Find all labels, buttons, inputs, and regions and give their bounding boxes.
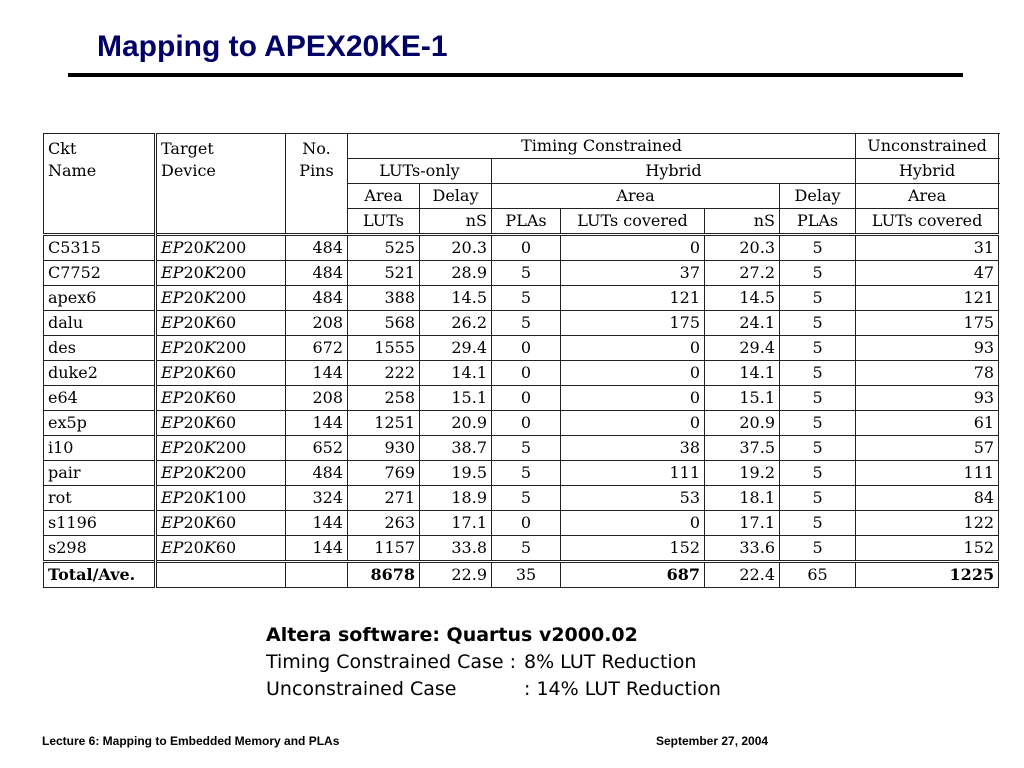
cell-lo-luts: 521 — [348, 261, 420, 286]
device-part: K — [203, 413, 216, 432]
cell-tc-ns: 29.4 — [705, 336, 780, 361]
header-timing-constrained: Timing Constrained — [348, 134, 856, 159]
cell-tc-ns: 17.1 — [705, 511, 780, 536]
footer-lecture: Lecture 6: Mapping to Embedded Memory and PLAs — [42, 734, 340, 748]
cell-tc-luts: 0 — [561, 336, 705, 361]
cell-tc-plas: 0 — [492, 235, 561, 261]
notes-line-unconstrained — [266, 676, 721, 703]
cell-tc-plas: 5 — [492, 311, 561, 336]
cell-target-device — [156, 261, 286, 286]
cell-tc-plas: 0 — [492, 411, 561, 436]
cell-uc-plas: 5 — [780, 311, 856, 336]
header-row-groups — [44, 134, 999, 159]
device-part: 20 — [183, 363, 204, 382]
cell-target-device — [156, 286, 286, 311]
table-row — [44, 486, 999, 511]
notes-line2-value: : 14% LUT Reduction — [524, 678, 721, 700]
cell-lo-luts: 568 — [348, 311, 420, 336]
header-ckt-name: Ckt Name — [44, 134, 156, 235]
device-part: 20 — [183, 413, 204, 432]
cell-lo-luts: 1157 — [348, 536, 420, 562]
table-row — [44, 461, 999, 486]
cell-uc-plas: 5 — [780, 235, 856, 261]
device-part: EP — [161, 438, 184, 457]
cell-uc-luts: 47 — [856, 261, 999, 286]
cell-lo-luts: 769 — [348, 461, 420, 486]
device-part: 20 — [183, 388, 204, 407]
cell-lo-ns: 28.9 — [420, 261, 492, 286]
cell-tc-plas: 5 — [492, 536, 561, 562]
cell-lo-ns: 17.1 — [420, 511, 492, 536]
device-part: K — [203, 513, 216, 532]
device-part: K — [203, 463, 216, 482]
cell-tc-luts: 0 — [561, 235, 705, 261]
cell-no-pins: 208 — [286, 386, 348, 411]
device-part: K — [203, 538, 216, 557]
device-part: K — [203, 338, 216, 357]
device-part: K — [203, 488, 216, 507]
cell-tc-ns: 20.9 — [705, 411, 780, 436]
device-part: 20 — [183, 263, 204, 282]
cell-tc-luts: 53 — [561, 486, 705, 511]
total-tc-ns: 22.4 — [705, 562, 780, 588]
cell-no-pins: 484 — [286, 461, 348, 486]
cell-uc-plas: 5 — [780, 411, 856, 436]
table-row — [44, 336, 999, 361]
device-part: EP — [161, 513, 184, 532]
device-part: 200 — [215, 338, 247, 357]
cell-ckt-name: C7752 — [44, 261, 156, 286]
cell-no-pins: 144 — [286, 361, 348, 386]
cell-uc-luts: 111 — [856, 461, 999, 486]
device-part: EP — [161, 388, 184, 407]
header-lo-delay: Delay — [420, 184, 492, 209]
header-tc-plas: PLAs — [492, 209, 561, 235]
cell-tc-plas: 5 — [492, 461, 561, 486]
cell-ckt-name: dalu — [44, 311, 156, 336]
cell-tc-plas: 0 — [492, 336, 561, 361]
cell-tc-luts: 0 — [561, 511, 705, 536]
cell-tc-luts: 0 — [561, 411, 705, 436]
cell-ckt-name: duke2 — [44, 361, 156, 386]
cell-tc-ns: 20.3 — [705, 235, 780, 261]
cell-lo-ns: 14.1 — [420, 361, 492, 386]
cell-tc-plas: 5 — [492, 261, 561, 286]
cell-uc-luts: 61 — [856, 411, 999, 436]
notes-line-timing — [266, 649, 721, 676]
cell-tc-luts: 0 — [561, 386, 705, 411]
table-row — [44, 386, 999, 411]
cell-lo-ns: 38.7 — [420, 436, 492, 461]
header-target-device: Target Device — [156, 134, 286, 235]
cell-no-pins: 144 — [286, 411, 348, 436]
device-part: EP — [161, 288, 184, 307]
cell-tc-ns: 33.6 — [705, 536, 780, 562]
table-row — [44, 411, 999, 436]
cell-tc-ns: 37.5 — [705, 436, 780, 461]
cell-tc-plas: 0 — [492, 511, 561, 536]
table-row — [44, 286, 999, 311]
cell-target-device — [156, 461, 286, 486]
total-lo-luts: 8678 — [348, 562, 420, 588]
cell-ckt-name: C5315 — [44, 235, 156, 261]
cell-target-device — [156, 486, 286, 511]
device-part: 20 — [183, 513, 204, 532]
cell-lo-ns: 33.8 — [420, 536, 492, 562]
cell-lo-luts: 525 — [348, 235, 420, 261]
header-lo-ns: nS — [420, 209, 492, 235]
device-part: K — [203, 363, 216, 382]
cell-lo-ns: 14.5 — [420, 286, 492, 311]
cell-lo-luts: 222 — [348, 361, 420, 386]
cell-target-device — [156, 436, 286, 461]
device-part: 20 — [183, 538, 204, 557]
header-tc-ns: nS — [705, 209, 780, 235]
cell-target-device — [156, 336, 286, 361]
cell-total-label: Total/Ave. — [44, 562, 156, 588]
title-underline — [68, 73, 963, 77]
total-uc-luts: 1225 — [856, 562, 999, 588]
cell-uc-plas: 5 — [780, 536, 856, 562]
device-part: 20 — [183, 488, 204, 507]
cell-lo-ns: 29.4 — [420, 336, 492, 361]
header-tc-luts-covered: LUTs covered — [561, 209, 705, 235]
cell-uc-plas: 5 — [780, 511, 856, 536]
device-part: EP — [161, 538, 184, 557]
cell-ckt-name: e64 — [44, 386, 156, 411]
table-row — [44, 361, 999, 386]
notes-line1-label: Timing Constrained Case : — [266, 651, 517, 673]
notes-block — [266, 622, 721, 703]
cell-uc-luts: 121 — [856, 286, 999, 311]
cell-no-pins: 484 — [286, 261, 348, 286]
cell-total-device — [156, 562, 286, 588]
cell-no-pins: 484 — [286, 235, 348, 261]
header-tc-area: Area — [492, 184, 780, 209]
table-row — [44, 235, 999, 261]
device-part: 60 — [215, 313, 237, 332]
cell-uc-luts: 57 — [856, 436, 999, 461]
cell-no-pins: 652 — [286, 436, 348, 461]
device-part: K — [203, 238, 216, 257]
total-uc-plas: 65 — [780, 562, 856, 588]
cell-tc-plas: 5 — [492, 286, 561, 311]
device-part: 20 — [183, 238, 204, 257]
device-part: 20 — [183, 438, 204, 457]
cell-tc-luts: 111 — [561, 461, 705, 486]
device-part: 60 — [215, 413, 237, 432]
cell-tc-luts: 152 — [561, 536, 705, 562]
cell-ckt-name: pair — [44, 461, 156, 486]
cell-uc-plas: 5 — [780, 386, 856, 411]
cell-ckt-name: rot — [44, 486, 156, 511]
cell-tc-ns: 15.1 — [705, 386, 780, 411]
cell-tc-ns: 14.5 — [705, 286, 780, 311]
cell-ckt-name: apex6 — [44, 286, 156, 311]
cell-ckt-name: i10 — [44, 436, 156, 461]
device-part: EP — [161, 263, 184, 282]
header-luts-only: LUTs-only — [348, 159, 492, 184]
cell-uc-luts: 31 — [856, 235, 999, 261]
device-part: K — [203, 438, 216, 457]
cell-tc-luts: 37 — [561, 261, 705, 286]
cell-tc-luts: 121 — [561, 286, 705, 311]
device-part: 200 — [215, 288, 247, 307]
cell-lo-luts: 271 — [348, 486, 420, 511]
cell-no-pins: 144 — [286, 511, 348, 536]
cell-tc-luts: 175 — [561, 311, 705, 336]
cell-lo-ns: 15.1 — [420, 386, 492, 411]
device-part: 60 — [215, 538, 237, 557]
device-part: 200 — [215, 463, 247, 482]
device-part: 20 — [183, 288, 204, 307]
device-part: 60 — [215, 388, 237, 407]
device-part: EP — [161, 363, 184, 382]
device-part: EP — [161, 238, 184, 257]
device-part: EP — [161, 338, 184, 357]
device-part: 20 — [183, 463, 204, 482]
cell-no-pins: 208 — [286, 311, 348, 336]
notes-line2-label: Unconstrained Case — [266, 678, 457, 700]
cell-tc-luts: 0 — [561, 361, 705, 386]
cell-uc-plas: 5 — [780, 336, 856, 361]
cell-tc-plas: 5 — [492, 486, 561, 511]
device-part: K — [203, 263, 216, 282]
header-no-pins: No. Pins — [286, 134, 348, 235]
cell-uc-luts: 122 — [856, 511, 999, 536]
device-part: 200 — [215, 438, 247, 457]
total-lo-ns: 22.9 — [420, 562, 492, 588]
table-row — [44, 536, 999, 562]
device-part: 100 — [215, 488, 247, 507]
table-row — [44, 436, 999, 461]
cell-tc-ns: 14.1 — [705, 361, 780, 386]
header-lo-area: Area — [348, 184, 420, 209]
header-hybrid-uc: Hybrid — [856, 159, 999, 184]
device-part: 200 — [215, 263, 247, 282]
header-uc-plas: PLAs — [780, 209, 856, 235]
cell-tc-ns: 24.1 — [705, 311, 780, 336]
device-part: EP — [161, 488, 184, 507]
cell-target-device — [156, 536, 286, 562]
total-row — [44, 562, 999, 588]
notes-line1-value: 8% LUT Reduction — [524, 651, 697, 673]
header-uc-luts-covered: LUTs covered — [856, 209, 999, 235]
cell-tc-plas: 5 — [492, 436, 561, 461]
cell-lo-ns: 20.9 — [420, 411, 492, 436]
results-table — [43, 133, 999, 588]
cell-tc-plas: 0 — [492, 361, 561, 386]
cell-uc-plas: 5 — [780, 261, 856, 286]
cell-lo-luts: 1251 — [348, 411, 420, 436]
cell-tc-ns: 19.2 — [705, 461, 780, 486]
cell-target-device — [156, 235, 286, 261]
cell-lo-luts: 258 — [348, 386, 420, 411]
device-part: K — [203, 313, 216, 332]
cell-uc-luts: 93 — [856, 386, 999, 411]
cell-lo-luts: 1555 — [348, 336, 420, 361]
device-part: 20 — [183, 313, 204, 332]
table-row — [44, 261, 999, 286]
cell-uc-luts: 152 — [856, 536, 999, 562]
cell-target-device — [156, 411, 286, 436]
cell-no-pins: 672 — [286, 336, 348, 361]
cell-tc-ns: 18.1 — [705, 486, 780, 511]
footer-date: September 27, 2004 — [656, 734, 769, 748]
cell-lo-ns: 18.9 — [420, 486, 492, 511]
cell-lo-luts: 263 — [348, 511, 420, 536]
device-part: 60 — [215, 513, 237, 532]
cell-uc-luts: 84 — [856, 486, 999, 511]
total-tc-plas: 35 — [492, 562, 561, 588]
cell-ckt-name: ex5p — [44, 411, 156, 436]
total-tc-luts: 687 — [561, 562, 705, 588]
cell-lo-ns: 19.5 — [420, 461, 492, 486]
cell-tc-plas: 0 — [492, 386, 561, 411]
header-uc-area: Area — [856, 184, 999, 209]
cell-lo-ns: 20.3 — [420, 235, 492, 261]
device-part: K — [203, 288, 216, 307]
device-part: K — [203, 388, 216, 407]
cell-lo-luts: 388 — [348, 286, 420, 311]
cell-uc-luts: 175 — [856, 311, 999, 336]
cell-lo-luts: 930 — [348, 436, 420, 461]
cell-lo-ns: 26.2 — [420, 311, 492, 336]
cell-uc-plas: 5 — [780, 486, 856, 511]
device-part: 60 — [215, 363, 237, 382]
cell-ckt-name: s298 — [44, 536, 156, 562]
header-tc-delay: Delay — [780, 184, 856, 209]
cell-no-pins: 324 — [286, 486, 348, 511]
header-lo-luts: LUTs — [348, 209, 420, 235]
device-part: EP — [161, 463, 184, 482]
device-part: 20 — [183, 338, 204, 357]
cell-uc-plas: 5 — [780, 361, 856, 386]
cell-ckt-name: s1196 — [44, 511, 156, 536]
cell-uc-plas: 5 — [780, 286, 856, 311]
device-part: 200 — [215, 238, 247, 257]
cell-tc-ns: 27.2 — [705, 261, 780, 286]
cell-uc-plas: 5 — [780, 436, 856, 461]
cell-target-device — [156, 311, 286, 336]
table-row — [44, 311, 999, 336]
cell-target-device — [156, 511, 286, 536]
cell-tc-luts: 38 — [561, 436, 705, 461]
header-unconstrained: Unconstrained — [856, 134, 999, 159]
cell-ckt-name: des — [44, 336, 156, 361]
cell-uc-plas: 5 — [780, 461, 856, 486]
cell-target-device — [156, 361, 286, 386]
device-part: EP — [161, 413, 184, 432]
notes-heading: Altera software: Quartus v2000.02 — [266, 624, 638, 646]
cell-uc-luts: 78 — [856, 361, 999, 386]
slide-title: Mapping to APEX20KE-1 — [97, 30, 448, 63]
device-part: EP — [161, 313, 184, 332]
header-hybrid-tc: Hybrid — [492, 159, 856, 184]
cell-target-device — [156, 386, 286, 411]
cell-no-pins: 144 — [286, 536, 348, 562]
table-row — [44, 511, 999, 536]
cell-uc-luts: 93 — [856, 336, 999, 361]
cell-no-pins: 484 — [286, 286, 348, 311]
cell-total-pins — [286, 562, 348, 588]
